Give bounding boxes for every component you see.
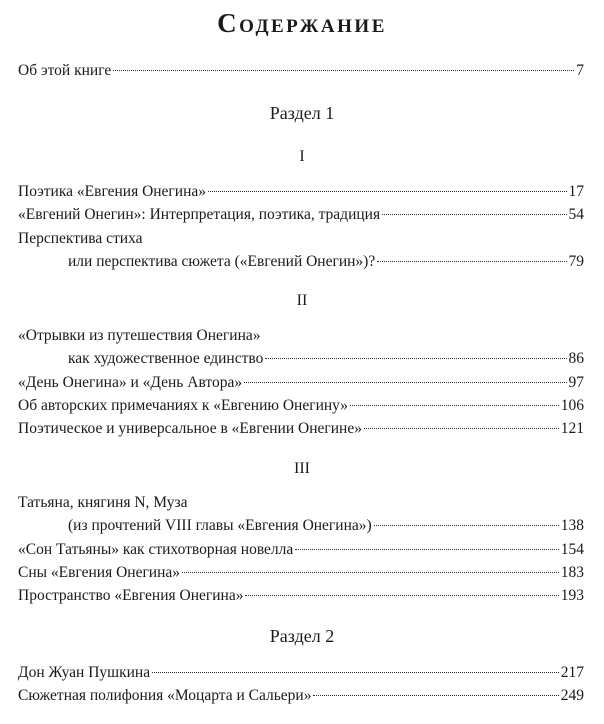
page-title: Содержание xyxy=(217,8,387,38)
toc-entry[interactable] xyxy=(18,374,584,396)
toc-entry[interactable] xyxy=(18,62,584,84)
entry-page: 17 xyxy=(568,183,584,200)
dot-leader xyxy=(208,191,566,192)
entry-title: Пространство «Евгения Онегина» xyxy=(18,587,244,604)
toc-entry[interactable] xyxy=(18,397,584,419)
entry-title: или перспектива сюжета («Евгений Онегин»)? xyxy=(68,253,376,270)
entry-page: 121 xyxy=(560,420,584,437)
entry-page: 54 xyxy=(568,206,584,223)
toc-entry[interactable] xyxy=(18,206,584,228)
entry-title: Дон Жуан Пушкина xyxy=(18,664,151,681)
entry-title: Об этой книге xyxy=(18,62,112,79)
entry-title: Сны «Евгения Онегина» xyxy=(18,564,181,581)
entry-page: 79 xyxy=(568,253,584,270)
entry-page: 106 xyxy=(560,397,584,414)
section-heading: Раздел 2 xyxy=(269,626,335,646)
part-numeral: III xyxy=(294,460,310,477)
entry-page: 7 xyxy=(576,62,584,79)
toc-entry[interactable] xyxy=(18,183,584,205)
entry-page: 193 xyxy=(560,587,584,604)
dot-leader xyxy=(295,549,558,550)
toc-entry[interactable] xyxy=(18,420,584,442)
entry-page: 138 xyxy=(560,517,584,534)
toc-entry[interactable] xyxy=(18,664,584,686)
dot-leader xyxy=(364,428,559,429)
dot-leader xyxy=(113,70,574,71)
toc-entry[interactable] xyxy=(18,687,584,709)
entry-page: 217 xyxy=(560,664,584,681)
dot-leader xyxy=(265,358,566,359)
entry-title: «Сон Татьяны» как стихотворная новелла xyxy=(18,541,294,558)
dot-leader xyxy=(245,595,558,596)
entry-title: «День Онегина» и «День Автора» xyxy=(18,374,243,391)
entry-title: Поэтическое и универсальное в «Евгении Онегине» xyxy=(18,420,362,437)
entry-title: Об авторских примечаниях к «Евгению Онегину» xyxy=(18,397,349,414)
entry-page: 86 xyxy=(568,350,584,367)
toc-entry[interactable] xyxy=(18,350,584,372)
entry-page: 183 xyxy=(560,564,584,581)
dot-leader xyxy=(182,572,559,573)
entry-page: 154 xyxy=(560,541,584,558)
part-numeral: I xyxy=(299,148,305,165)
entry-title: Поэтика «Евгения Онегина» xyxy=(18,183,207,200)
toc-entry[interactable] xyxy=(18,587,584,609)
dot-leader xyxy=(377,261,566,262)
toc-entry[interactable] xyxy=(18,253,584,275)
entry-title-line1[interactable]: «Отрывки из путешествия Онегина» xyxy=(18,327,261,344)
section-heading: Раздел 1 xyxy=(269,103,335,123)
dot-leader xyxy=(313,695,558,696)
entry-title: «Евгений Онегин»: Интерпретация, поэтика, традиция xyxy=(18,206,381,223)
toc-entry[interactable] xyxy=(18,541,584,563)
entry-page: 97 xyxy=(568,374,584,391)
entry-page: 249 xyxy=(560,687,584,704)
part-numeral: II xyxy=(296,292,308,309)
entry-title: Сюжетная полифония «Моцарта и Сальери» xyxy=(18,687,312,704)
entry-title-line1[interactable]: Перспектива стиха xyxy=(18,230,143,247)
dot-leader xyxy=(152,672,559,673)
toc-entry[interactable] xyxy=(18,517,584,539)
dot-leader xyxy=(350,405,559,406)
dot-leader xyxy=(374,525,559,526)
entry-title: (из прочтений VIII главы «Евгения Онегина») xyxy=(68,517,372,534)
dot-leader xyxy=(382,214,566,215)
entry-title-line1[interactable]: Татьяна, княгиня N, Муза xyxy=(18,494,188,511)
dot-leader xyxy=(244,382,566,383)
entry-title: как художественное единство xyxy=(68,350,264,367)
toc-entry[interactable] xyxy=(18,564,584,586)
